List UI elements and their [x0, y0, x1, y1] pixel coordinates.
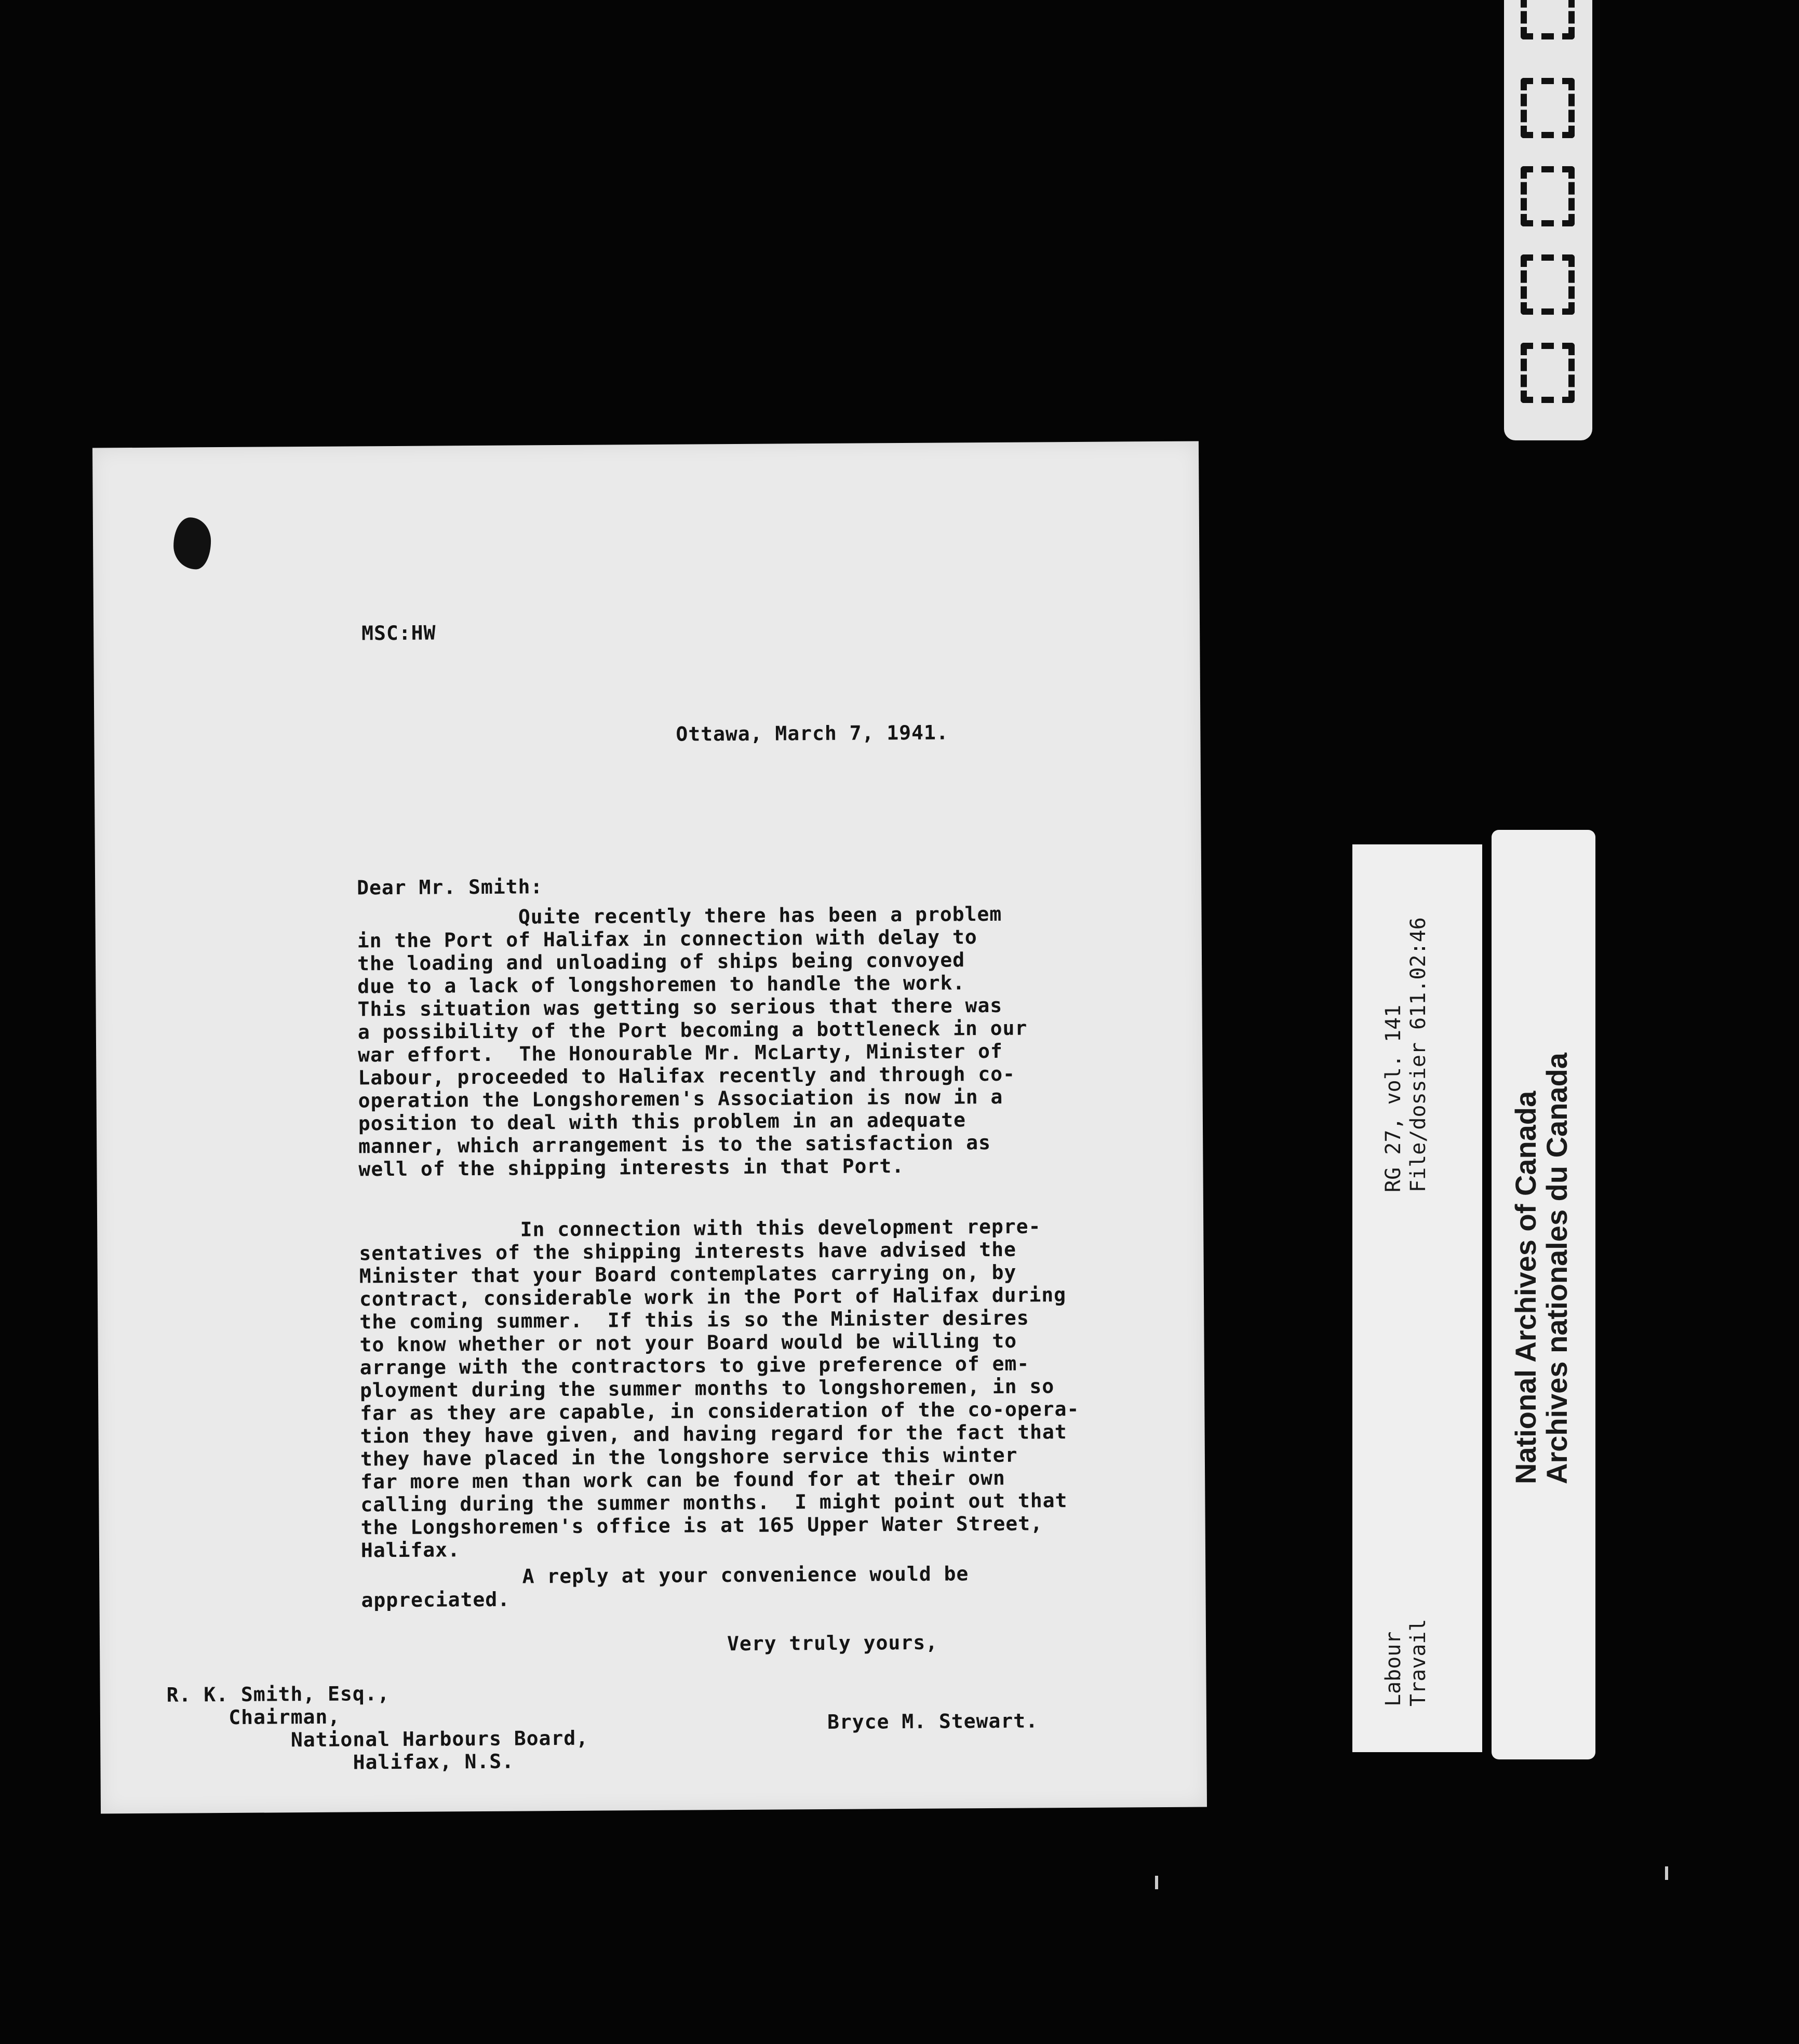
institution-name-french: Archives nationales du Canada: [1540, 1053, 1573, 1484]
department-english: Labour: [1381, 1631, 1405, 1706]
film-gauge-strip: [1504, 0, 1592, 440]
archive-label-card: [1352, 844, 1482, 1752]
letter-reference: MSC:HW: [361, 621, 436, 645]
letter-sheet: [92, 441, 1207, 1814]
gauge-box-icon: [1521, 254, 1575, 315]
letter-signer: Bryce M. Stewart.: [827, 1709, 1039, 1733]
film-speck: [1665, 1866, 1668, 1880]
letter-date: Ottawa, March 7, 1941.: [676, 721, 949, 746]
institution-label-card: [1492, 830, 1595, 1759]
gauge-box-icon: [1521, 0, 1575, 39]
letter-paragraph-3: A reply at your convenience would be appreciated.: [361, 1562, 969, 1612]
letter-closing: Very truly yours,: [727, 1631, 938, 1656]
letter-paragraph-2: In connection with this development repre- sentatives of the shipping interests have advised the Minister that your Board contemplates carrying on, by contract, considerable work in the Port of Halifax during the coming summer. If this is so the Minister desires to know whether or not your Board would be willing to arrange with the contractors to give preference of em- ployment during the summer months to longshoremen, in so far as they are capable, in consideration of the co-opera- tion they have given, and having regard for the fact that they have placed in the longshore service this winter far more men than work can be found for at their own calling during the summer months. I might point out that the Longshoremen's office is at 165 Upper Water Street, Halifax.: [359, 1215, 1080, 1562]
department-french: Travail: [1406, 1619, 1430, 1706]
letter-salutation: Dear Mr. Smith:: [357, 875, 543, 899]
letter-paragraph-1: Quite recently there has been a problem in the Port of Halifax in connection with delay to the loading and unloading of ships being convoyed due to a lack of longshoremen to handle the work. This situation was getting so serious that there was a possibility of the Port becoming a bottleneck in our war effort. The Honourable Mr. McLarty, Minister of Labour, proceeded to Halifax recently and through co- operation the Longshoremen's Association is now in a position to deal with this problem in an adequate manner, which arrangement is to the satisfaction as well of the shipping interests in that Port.: [357, 902, 1028, 1181]
ink-blot: [173, 517, 211, 569]
archive-reference: RG 27, vol. 141: [1381, 1004, 1405, 1192]
film-speck: [1155, 1876, 1158, 1889]
gauge-box-icon: [1521, 343, 1575, 403]
institution-name-english: National Archives of Canada: [1509, 1091, 1542, 1484]
gauge-box-icon: [1521, 166, 1575, 226]
archive-file-number: File/dossier 611.02:46: [1406, 917, 1430, 1192]
letter-recipient-address: R. K. Smith, Esq., Chairman, National Harbours Board, Halifax, N.S.: [166, 1682, 589, 1775]
gauge-box-icon: [1521, 78, 1575, 138]
